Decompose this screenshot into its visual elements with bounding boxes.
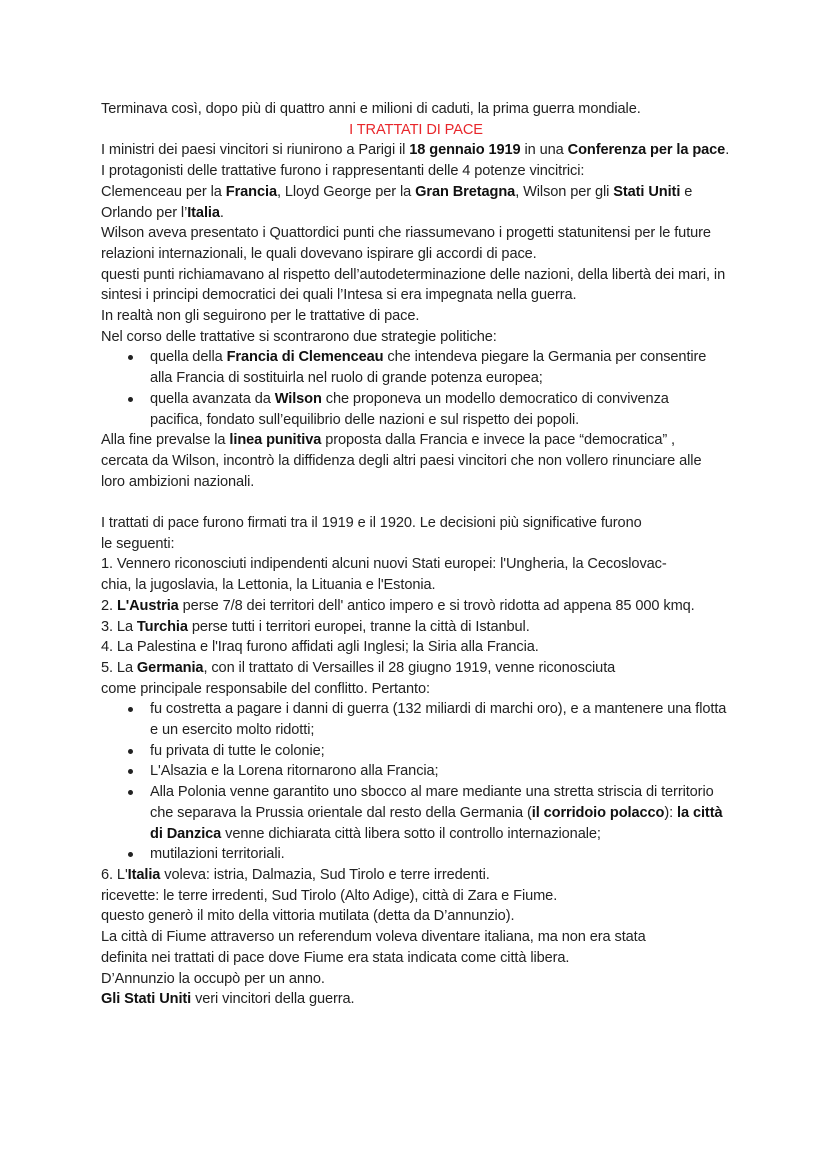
decision-4: 4. La Palestina e l'Iraq furono affidati agli Inglesi; la Siria alla Francia. [101, 639, 539, 656]
paragraph-reality: In realtà non gli seguirono per le trattative di pace. [101, 308, 420, 325]
paragraph-treaties-signed: I trattati di pace furono firmati tra il 1919 e il 1920. Le decisioni più significative furono le seguenti: [101, 515, 642, 552]
paragraph-strategies-intro: Nel corso delle trattative si scontrarono due strategie politiche: [101, 328, 497, 345]
paragraph-punitive-line: Alla fine prevalse la linea punitiva proposta dalla Francia e invece la pace “democratica” , cercata da Wilson, incontrò la diffidenza degli altri paesi vincitori che non vollero rinunciare alle loro ambizioni nazionali. [101, 432, 702, 490]
decision-3: 3. La Turchia perse tutti i territori europei, tranne la città di Istanbul. [101, 618, 530, 635]
decision-6: 6. L'Italia voleva: istria, Dalmazia, Sud Tirolo e terre irredenti. [101, 867, 490, 883]
vittoria-mutilata: questo generò il mito della vittoria mutilata (detta da D’annunzio). [101, 908, 515, 925]
document-page [101, 99, 731, 1010]
paragraph-leaders: Clemenceau per la Francia, Lloyd George per la Gran Bretagna, Wilson per gli Stati Uniti e Orlando per l’Italia. [101, 183, 693, 221]
bullet-icon [128, 749, 133, 754]
list-item: L'Alsazia e la Lorena ritornarono alla Francia; [150, 761, 731, 782]
list-item: quella avanzata da Wilson che proponeva un modello democratico di convivenza pacifica, fondato sull’equilibrio delle nazioni e sul rispetto dei popoli. [150, 389, 720, 430]
paragraph-fourteen-points: Wilson aveva presentato i Quattordici punti che riassumevano i progetti statunitensi per le future relazioni internazionali, le quali dovevano ispirare gli accordi di pace. [101, 225, 711, 262]
dannunzio-occupation: D’Annunzio la occupò per un anno. [101, 970, 325, 987]
closing-statement: Gli Stati Uniti veri vincitori della guerra. [101, 991, 355, 1008]
decision-1: 1. Vennero riconosciuti indipendenti alcuni nuovi Stati europei: l'Ungheria, la Cecoslovac- chia, la jugoslavia, la Lettonia, la Lituania e l'Estonia. [101, 556, 667, 594]
list-item: fu privata di tutte le colonie; [150, 741, 731, 762]
section-title: I TRATTATI DI PACE [349, 121, 483, 138]
paragraph-protagonists: I protagonisti delle trattative furono i rappresentanti delle 4 potenze vincitrici: [101, 163, 585, 180]
blank-line [101, 492, 731, 513]
germany-consequences-list [101, 699, 731, 865]
bullet-icon [128, 790, 133, 795]
conference-highlight: Conferenza per la pace [567, 142, 726, 159]
intro-paragraph: Terminava così, dopo più di quattro anni e milioni di caduti, la prima guerra mondiale. [101, 101, 641, 117]
list-item: fu costretta a pagare i danni di guerra (132 miliardi di marchi oro), e a mantenere una flotta e un esercito molto ridotti; [150, 699, 735, 740]
italy-received: ricevette: le terre irredenti, Sud Tirolo (Alto Adige), città di Zara e Fiume. [101, 887, 558, 904]
date-highlight: 18 gennaio 1919 [409, 142, 521, 159]
list-item: Alla Polonia venne garantito uno sbocco al mare mediante una stretta striscia di territorio che separava la Prussia orientale dal resto della Germania (il corridoio polacco): la città di Danzica venne dichiarata città libera sotto il controllo internazionale; [150, 782, 725, 844]
paragraph-points-principles: questi punti richiamavano al rispetto dell’autodeterminazione delle nazioni, della libertà dei mari, in sintesi i principi democratici dei quali l’Intesa si era impegnata nella guerra. [101, 266, 726, 304]
bullet-icon [128, 397, 133, 402]
paragraph-fiume: La città di Fiume attraverso un referendum voleva diventare italiana, ma non era stata definita nei trattati di pace dove Fiume era stata indicata come città libera. [101, 929, 646, 966]
bullet-icon [128, 852, 133, 857]
decision-5: 5. La Germania, con il trattato di Versailles il 28 giugno 1919, venne riconosciuta come principale responsabile del conflitto. Pertanto: [101, 659, 616, 697]
paragraph-conference: I ministri dei paesi vincitori si riunirono a Parigi il 18 gennaio 1919 in una Conferenza per la pace. [101, 142, 730, 159]
strategies-list [101, 347, 731, 430]
list-item: mutilazioni territoriali. [150, 844, 731, 865]
list-item: quella della Francia di Clemenceau che intendeva piegare la Germania per consentire alla Francia di sostituirla nel ruolo di grande potenza europea; [150, 347, 710, 388]
decision-2: 2. L'Austria perse 7/8 dei territori dell' antico impero e si trovò ridotta ad appena 85 000 kmq. [101, 597, 695, 614]
bullet-icon [128, 707, 133, 712]
bullet-icon [128, 769, 133, 774]
bullet-icon [128, 355, 133, 360]
